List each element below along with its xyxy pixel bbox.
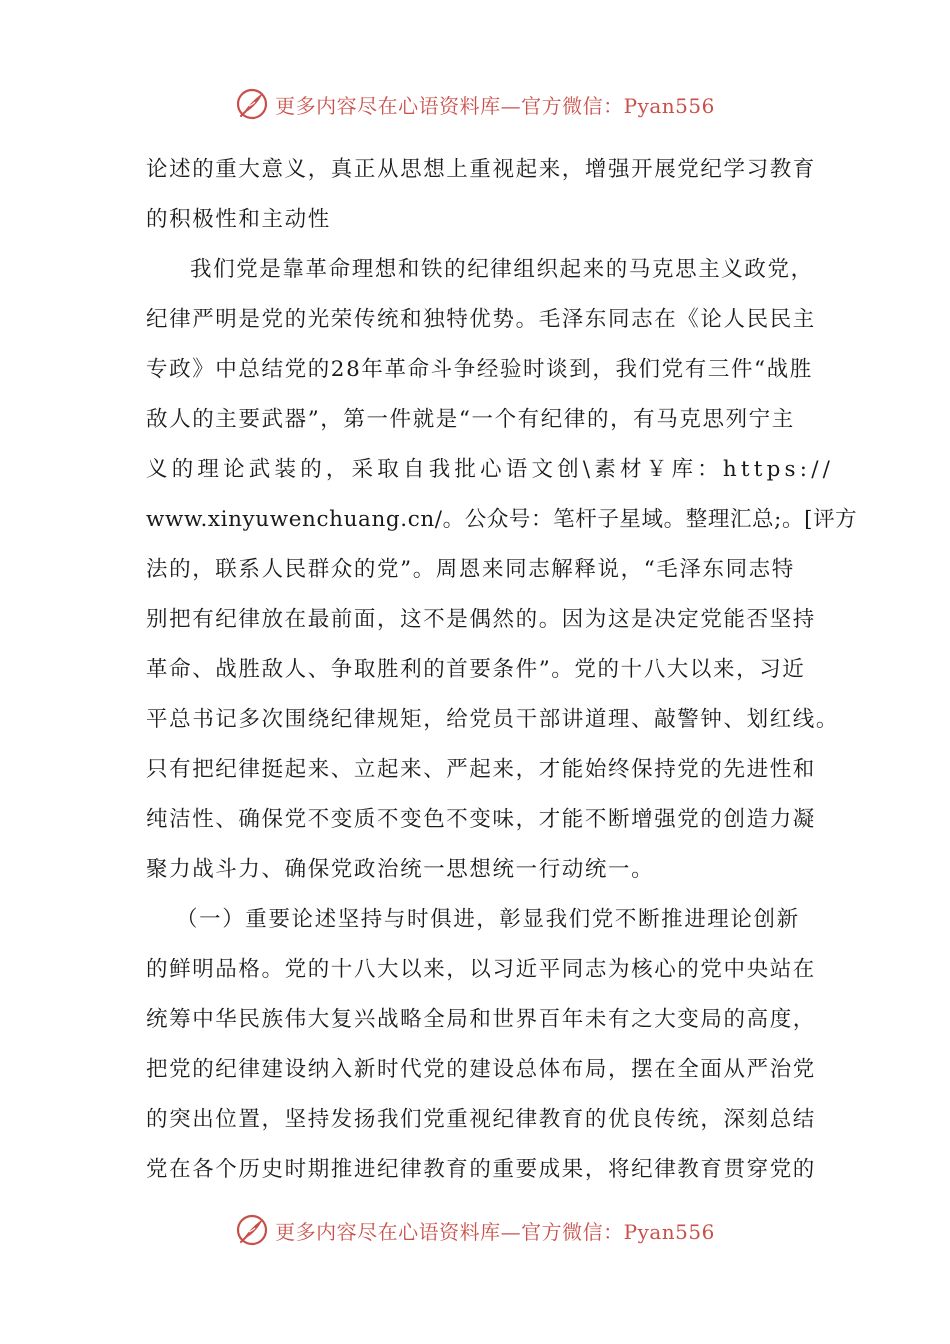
text-line: 纯洁性、确保党不变质不变色不变味，才能不断增强党的创造力凝 — [146, 807, 816, 832]
text-line: 法的，联系人民群众的党”。周恩来同志解释说，“毛泽东同志特 — [146, 557, 795, 582]
quill-pen-logo-icon — [235, 1213, 269, 1247]
text-line: 只有把纪律挺起来、立起来、严起来，才能始终保持党的先进性和 — [146, 757, 816, 782]
text-line: 别把有纪律放在最前面，这不是偶然的。因为这是决定党能否坚持 — [146, 607, 816, 632]
text-line: 专政》中总结党的28年革命斗争经验时谈到，我们党有三件“战胜 — [146, 357, 813, 382]
banner-title: 更多内容尽在心语资料库 — [275, 93, 501, 118]
section-heading-line: （一）重要论述坚持与时俱进，彰显我们党不断推进理论创新 — [176, 907, 800, 932]
text-line: 统筹中华民族伟大复兴战略全局和世界百年未有之大变局的高度， — [146, 1007, 816, 1032]
banner-separator: — — [500, 93, 522, 118]
text-line: 平总书记多次围绕纪律规矩，给党员干部讲道理、敲警钟、划红线。 — [146, 707, 840, 732]
text-line: 敌人的主要武器”，第一件就是“一个有纪律的，有马克思列宁主 — [146, 407, 795, 432]
text-line: 革命、战胜敌人、争取胜利的首要条件”。党的十八大以来，习近 — [146, 657, 806, 682]
text-line: 的积极性和主动性 — [146, 207, 331, 232]
text-line: www.xinyuwenchuang.cn/。公众号：笔杆子星域。整理汇总;。[评方 — [146, 507, 858, 532]
banner-text — [275, 90, 715, 119]
text-line: 的鲜明品格。党的十八大以来，以习近平同志为核心的党中央站在 — [146, 957, 816, 982]
banner-wechat: 官方微信：Pyan556 — [521, 93, 715, 118]
text-line: 的突出位置，坚持发扬我们党重视纪律教育的优良传统，深刻总结 — [146, 1107, 816, 1132]
quill-pen-logo-icon — [235, 87, 269, 121]
text-line: 纪律严明是党的光荣传统和独特优势。毛泽东同志在《论人民民主 — [146, 307, 816, 332]
document-body — [146, 145, 858, 1195]
text-line: 党在各个历史时期推进纪律教育的重要成果，将纪律教育贯穿党的 — [146, 1157, 816, 1182]
text-line: 聚力战斗力、确保党政治统一思想统一行动统一。 — [146, 857, 655, 882]
header-banner — [0, 84, 950, 124]
text-line: 义的理论武装的，采取自我批心语文创\素材￥库：https:// — [146, 457, 835, 482]
banner-text — [275, 1216, 715, 1245]
footer-banner — [0, 1210, 950, 1250]
banner-title: 更多内容尽在心语资料库 — [275, 1219, 501, 1244]
paragraph-start-line: 我们党是靠革命理想和铁的纪律组织起来的马克思主义政党， — [190, 257, 814, 282]
text-line: 论述的重大意义，真正从思想上重视起来，增强开展党纪学习教育 — [146, 157, 816, 182]
text-line: 把党的纪律建设纳入新时代党的建设总体布局，摆在全面从严治党 — [146, 1057, 816, 1082]
banner-wechat: 官方微信：Pyan556 — [521, 1219, 715, 1244]
banner-separator: — — [500, 1219, 522, 1244]
